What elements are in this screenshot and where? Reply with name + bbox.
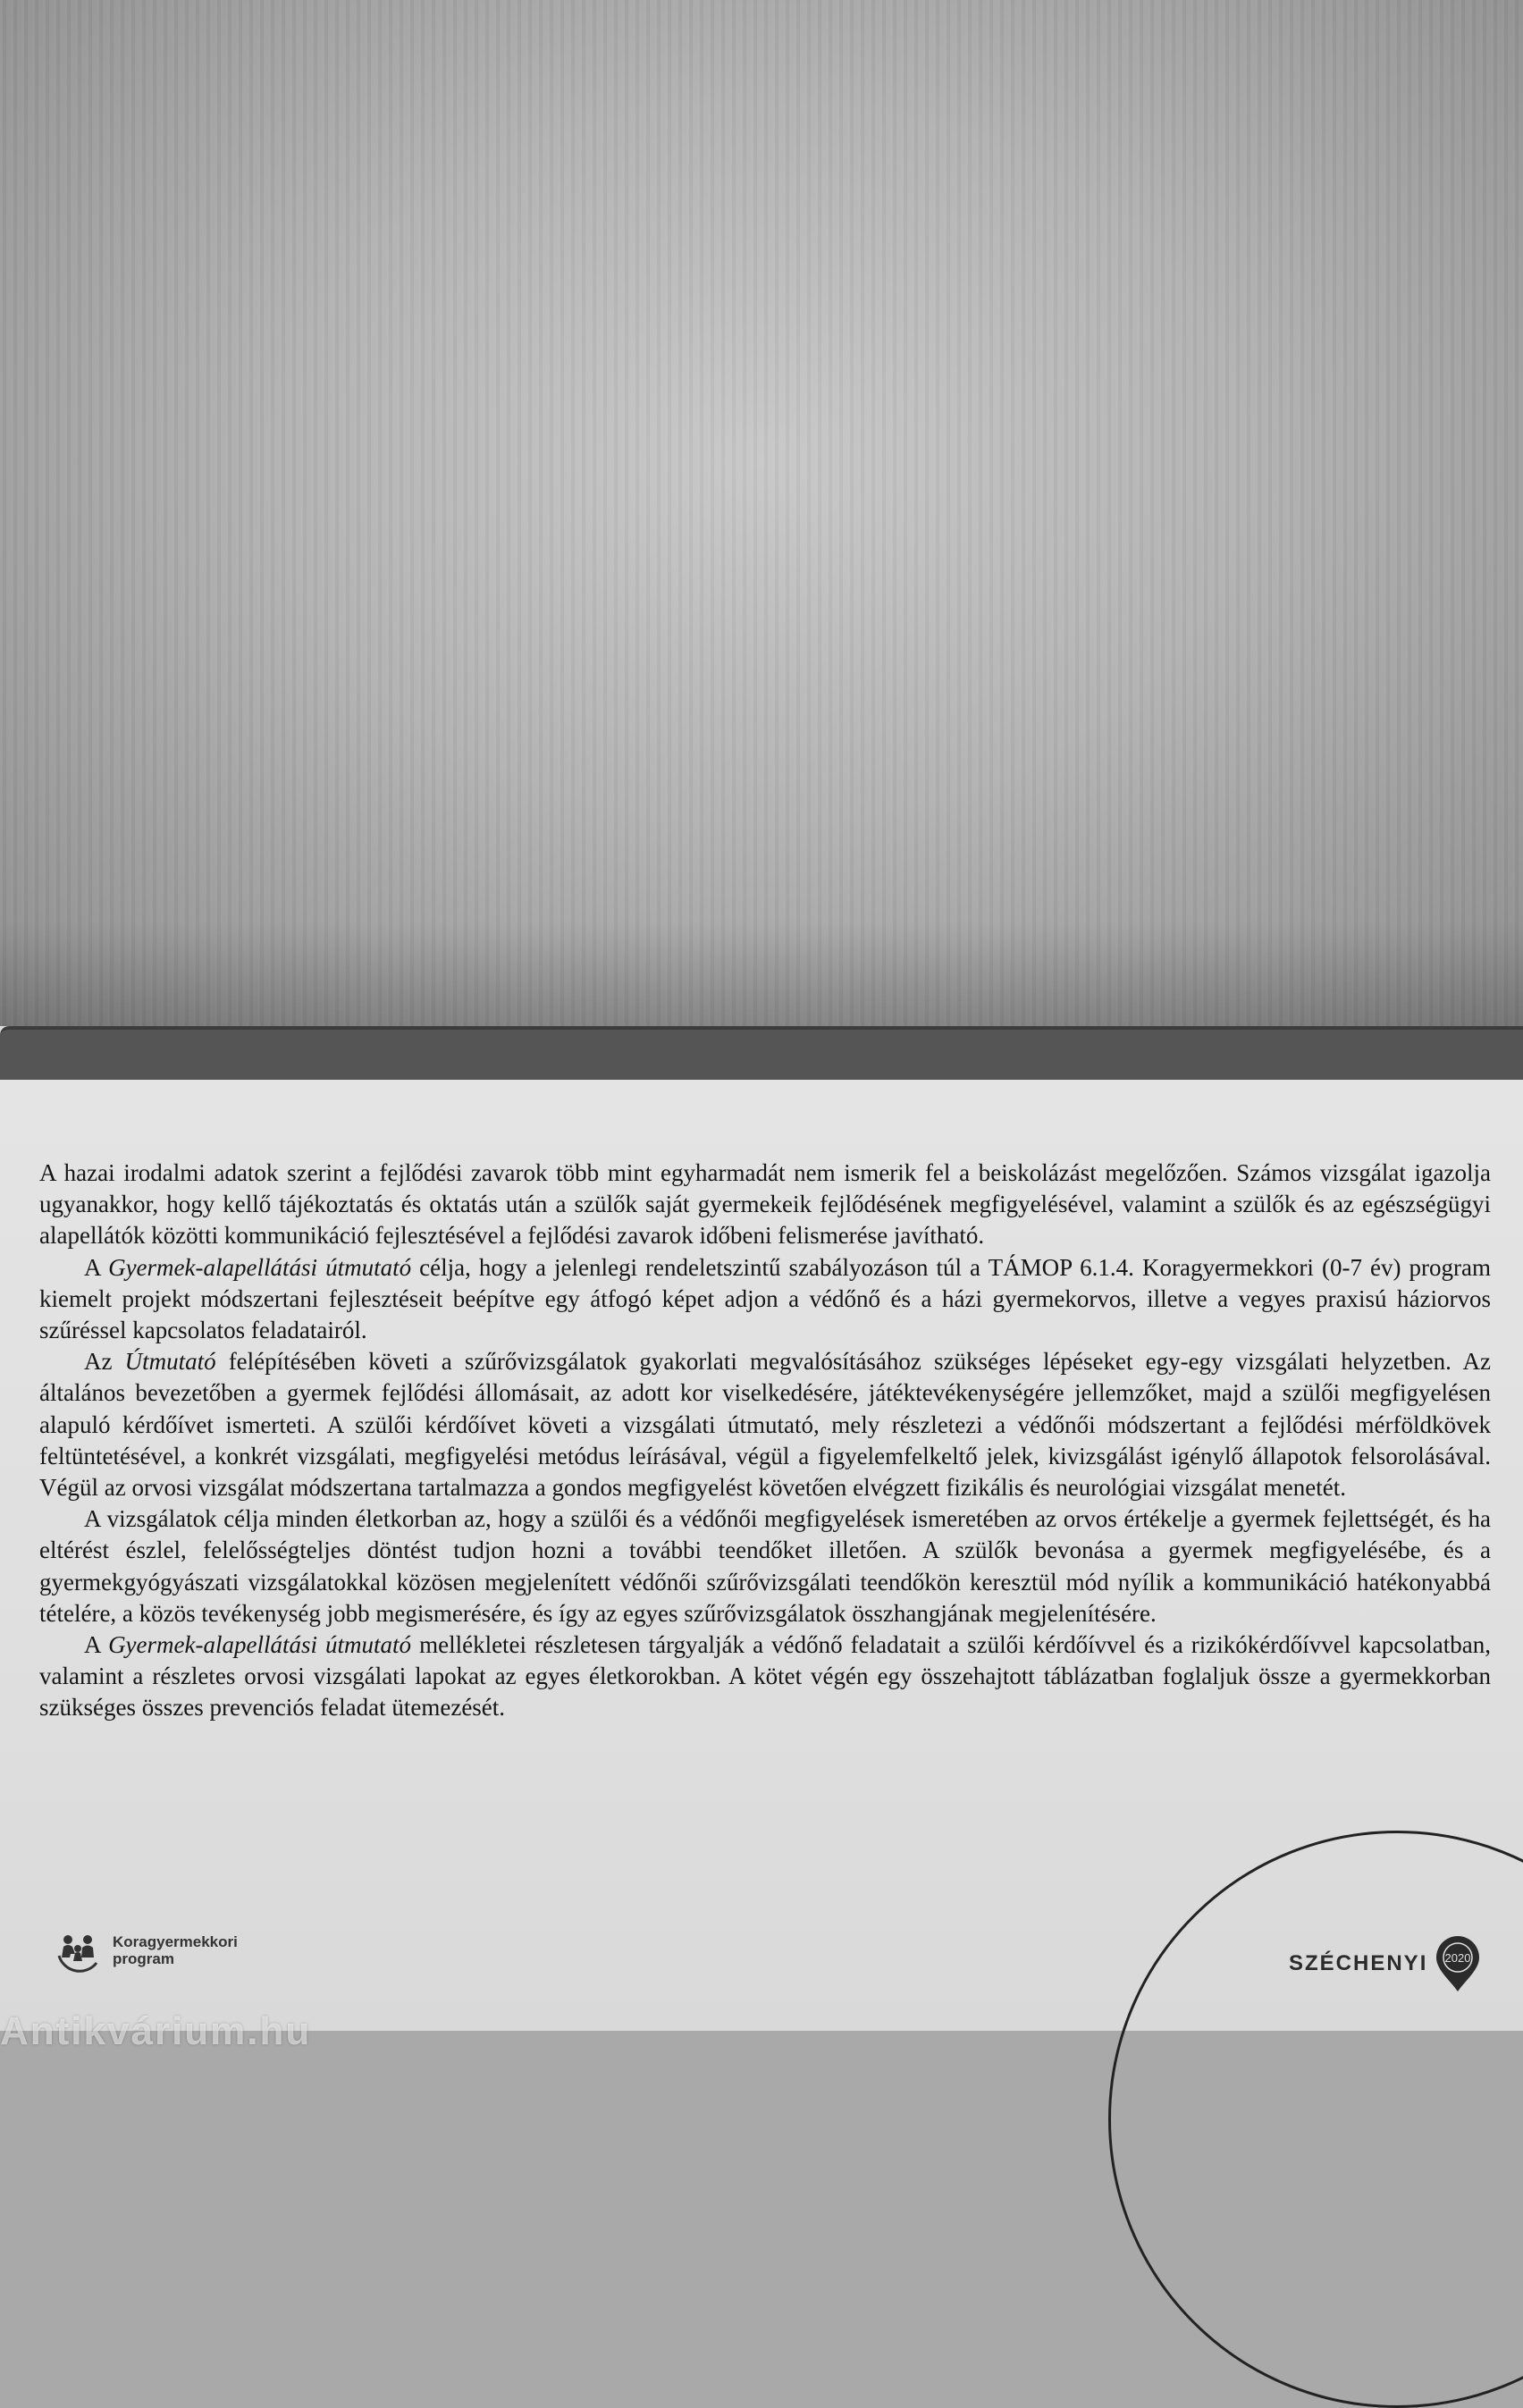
map-pin-icon <box>1433 1934 1483 1993</box>
family-icon <box>52 1924 105 1977</box>
italic-title: Gyermek-alapellátási útmutató <box>108 1631 412 1659</box>
desk-background <box>0 0 1523 1028</box>
logo-year: 2020 <box>1444 1951 1471 1965</box>
logo-word: SZÉCHENYI <box>1289 1951 1428 1975</box>
paragraph-5: A Gyermek-alapellátási útmutató mellékletei részletesen tárgyalják a védőnő feladatait a szülői kérdőívvel és a rizikókérdőívvel kapcsolatban, valamint a részletes orvosi vizsgálati lapokat az egyes életkorokban. A kötet végén egy összehajtott táblázatban foglaljuk össze a gyermekkorban szükséges összes prevenciós feladat ütemezését. <box>39 1631 1491 1722</box>
cover-body-text <box>39 1158 1491 1724</box>
paragraph-3: Az Útmutató felépítésében követi a szűrővizsgálatok gyakorlati megvalósításához szükséges lépéseket egy-egy vizsgálati helyzetben. Az általános bevezetőben a gyermek fejlődési állomásait, az adott kor viselkedésére, játéktevékenységére jellemzőket, majd a szülői megfigyelésen alapuló kérdőívet ismerteti. A szülői kérdőívet követi a vizsgálati útmutató, mely részletezi a védőnői módszertant a fejlődési mérföldkövek feltüntetésével, a konkrét vizsgálati, megfigyelési metódus leírásával, végül a figyelemfelkeltő jelek, kivizsgálást igénylő állapotok felsorolásával. Végül az orvosi vizsgálat módszertana tartalmazza a gondos megfigyelést követően elvégzett fizikális és neurológiai vizsgálat menetét. <box>39 1348 1491 1502</box>
italic-title: Gyermek-alapellátási útmutató <box>108 1253 412 1281</box>
koragyermekkori-program-logo <box>52 1922 265 1979</box>
watermark: Antikvárium.hu <box>0 2009 312 2053</box>
logo-text: Koragyermekkori program <box>113 1933 238 1967</box>
szechenyi-2020-logo <box>1289 1934 1483 1993</box>
cover-top-band <box>0 1026 1523 1083</box>
paragraph-1: A hazai irodalmi adatok szerint a fejlődési zavarok több mint egyharmadát nem ismerik fel a beiskolázást megelőzően. Számos vizsgálat igazolja ugyanakkor, hogy kellő tájékoztatás és oktatás után a szülők saját gyermekeik fejlődésének megfigyelésével, valamint a szülők és az egészségügyi alapellátók közötti kommunikáció fejlesztésével a fejlődési zavarok időbeni felismerése javítható. <box>39 1159 1491 1250</box>
paragraph-4: A vizsgálatok célja minden életkorban az, hogy a szülői és a védőnői megfigyelések ismeretében az orvos értékelje a gyermek fejlettségét, és ha eltérést észlel, felelősségteljes döntést tudjon hozni a további teendőket illetően. A szülők bevonása a gyermek megfigyelésébe, és a gyermekgyógyászati vizsgálatokkal közösen megjelenített védőnői szűrővizsgálati teendőkön keresztül mód nyílik a kommunikáció hatékonyabbá tételére, a közös tevékenység jobb megismerésére, és így az egyes szűrővizsgálatok összhangjának megjelenítésére. <box>39 1505 1491 1627</box>
paragraph-2: A Gyermek-alapellátási útmutató célja, hogy a jelenlegi rendeletszintű szabályozáson túl a TÁMOP 6.1.4. Koragyermekkori (0-7 év) program kiemelt projekt módszertani fejlesztéseit beépítve egy átfogó képet adjon a védőnő és a házi gyermekorvos, illetve a vegyes praxisú háziorvos szűréssel kapcsolatos feladatairól. <box>39 1253 1492 1344</box>
italic-title: Útmutató <box>124 1348 216 1376</box>
desk-shadow <box>0 921 1523 1028</box>
